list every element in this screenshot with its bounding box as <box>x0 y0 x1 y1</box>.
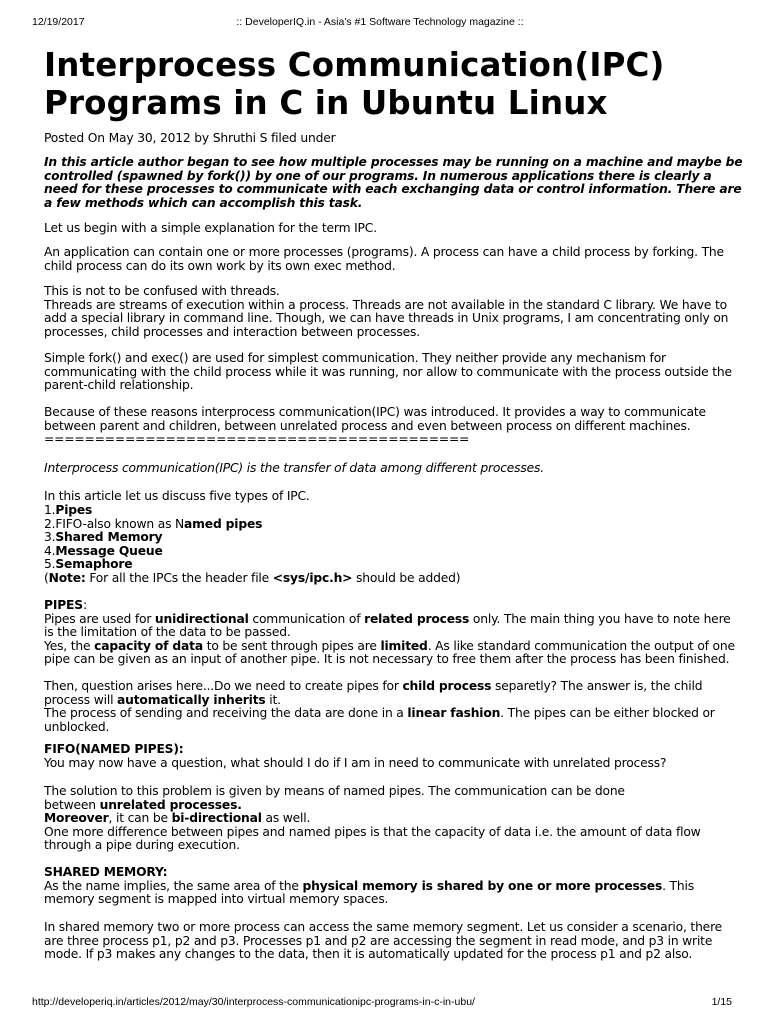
list-item: 5.Semaphore <box>44 557 133 572</box>
page-number: 1/15 <box>711 996 732 1008</box>
paragraph-begin: Let us begin with a simple explanation for the term IPC. <box>44 221 377 235</box>
section-heading: SHARED MEMORY: <box>44 865 168 879</box>
list-item: 2.FIFO-also known as Named pipes <box>44 516 263 531</box>
site-title: :: DeveloperIQ.in - Asia's #1 Software Technology magazine :: <box>236 16 524 28</box>
title-line: Interprocess Communication(IPC) <box>44 46 665 84</box>
paragraph-solution: The solution to this problem is given by means of named pipes. The communication can be done between unrelated processes. Moreover, it can be bi-directional as well. One more difference between pipes and named pipes is that the capacity of data i.e. the amount of data flow through a pipe during execution. <box>44 784 701 853</box>
ipc-types-list <box>44 504 460 586</box>
separator-line: ========================================== <box>44 432 470 447</box>
list-item: 3.Shared Memory <box>44 530 163 545</box>
paragraph-threads: This is not to be confused with threads. Threads are streams of execution within a process. Threads are not available in the standard C library. We have to add a special library in command line. Though, we can have threads in Unix programs, I am concentrating only on processes, child processes and interaction between processes. <box>44 284 729 339</box>
paragraph-shared-memory-scenario: In shared memory two or more process can access the same memory segment. Let us consider a scenario, there are three process p1, p2 and p3. Processes p1 and p2 are accessing the segment in read mode, and p3 in write mode. If p3 makes any changes to the data, then it is automatically updated for the process p1 and p2 also. <box>44 920 723 962</box>
print-date: 12/19/2017 <box>32 16 85 28</box>
paragraph-because: Because of these reasons interprocess communication(IPC) was introduced. It provides a way to communicate between parent and children, between unrelated process and even between process on different machines. ========================================== <box>44 405 706 447</box>
paragraph-child-process: Then, question arises here...Do we need to create pipes for child process separetly? The answer is, the child process will automatically inherits it. The process of sending and receiving the data are done in a linear fashion. The pipes can be either blocked or unblocked. <box>44 679 715 734</box>
header-note: (Note: For all the IPCs the header file <sys/ipc.h> should be added) <box>44 570 461 585</box>
ipc-definition: Interprocess communication(IPC) is the transfer of data among different processes. <box>44 461 544 475</box>
print-footer <box>32 996 732 1010</box>
paragraph-fork: Simple fork() and exec() are used for simplest communication. They neither provide any mechanism for communicating with the child process while it was running, nor allow to communicate with the process outside the parent-child relationship. <box>44 351 732 393</box>
page-url: http://developeriq.in/articles/2012/may/30/interprocess-communicationipc-programs-in-c-in-ubu/ <box>32 996 475 1008</box>
list-item: 4.Message Queue <box>44 543 163 558</box>
list-item: 1.Pipes <box>44 503 93 517</box>
title-line: Programs in C in Ubuntu Linux <box>44 84 608 122</box>
section-heading: PIPES: <box>44 598 87 612</box>
post-meta: Posted On May 30, 2012 by Shruthi S filed under <box>44 131 336 145</box>
section-heading: FIFO(NAMED PIPES): <box>44 742 184 756</box>
section-shared-memory: SHARED MEMORY: As the name implies, the same area of the physical memory is shared by one or more processes. This memory segment is mapped into virtual memory spaces. <box>44 865 694 907</box>
paragraph-application: An application can contain one or more processes (programs). A process can have a child process by forking. The child process can do its own work by its own exec method. <box>44 245 724 273</box>
print-header <box>32 16 728 30</box>
paragraph-discuss: In this article let us discuss five types of IPC. <box>44 489 310 503</box>
section-fifo: FIFO(NAMED PIPES): You may now have a question, what should I do if I am in need to communicate with unrelated process? <box>44 742 667 770</box>
lead-paragraph: In this article author began to see how multiple processes may be running on a machine and maybe be controlled (spawned by fork()) by one of our programs. In numerous applications there is clearly a need for these processes to communicate with each exchanging data or control information. There are a few methods which can accomplish this task. <box>44 155 743 210</box>
section-pipes: PIPES: Pipes are used for unidirectional communication of related process only. The main thing you have to note here is the limitation of the data to be passed. Yes, the capacity of data to be sent through pipes are limited. As like standard communication the output of one pipe can be given as an input of another pipe. It is not necessary to free them after the process has been finished. <box>44 598 735 667</box>
article <box>44 46 743 962</box>
article-title <box>44 46 724 122</box>
